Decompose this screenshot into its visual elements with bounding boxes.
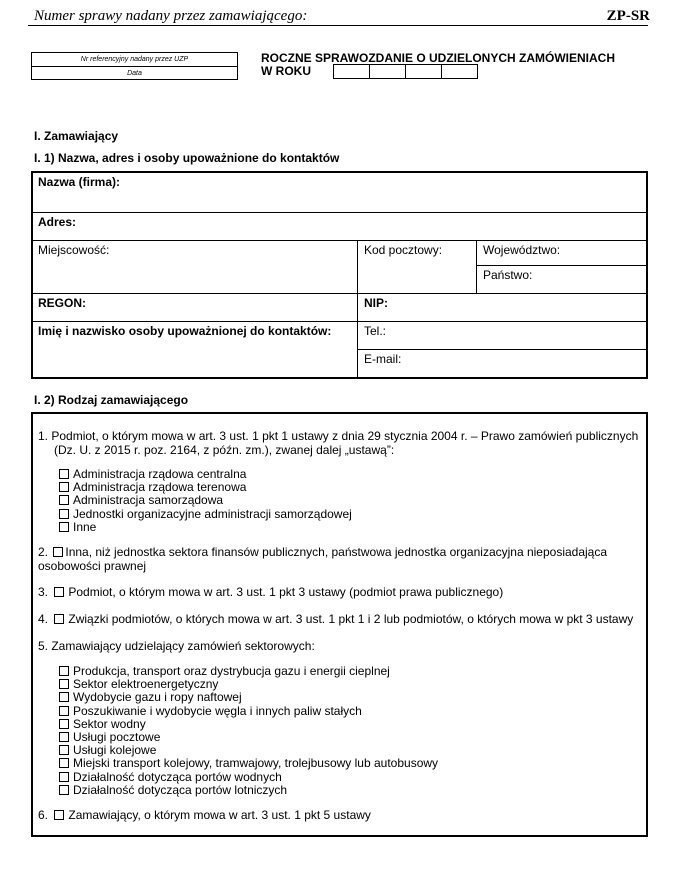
item2-label: Inna, niż jednostka sektora finansów publicznych, państwowa jednostka organizacyjna nieposiadająca	[65, 545, 608, 559]
section-heading: I. Zamawiający	[34, 129, 119, 143]
header-divider	[28, 25, 648, 26]
option-label: Sektor elektroenergetyczny	[73, 677, 219, 692]
checkbox-option[interactable]	[59, 744, 156, 757]
checkbox-option[interactable]	[59, 468, 246, 481]
option-label: Działalność dotycząca portów wodnych	[73, 769, 282, 784]
option-label: Inne	[73, 519, 97, 534]
option-label: Produkcja, transport oraz dystrybucja gazu i energii cieplnej	[73, 664, 390, 678]
checkbox-option[interactable]	[59, 665, 390, 678]
email-field[interactable]: E-mail:	[364, 352, 402, 366]
checkbox-option[interactable]	[59, 508, 352, 521]
row-divider	[31, 293, 648, 294]
option-label: Sektor wodny	[73, 716, 146, 731]
option-checkbox[interactable]	[59, 509, 69, 519]
country-field[interactable]: Państwo:	[483, 268, 533, 282]
option-checkbox[interactable]	[59, 719, 69, 729]
year-digit-box[interactable]	[333, 64, 370, 79]
option-checkbox[interactable]	[59, 692, 69, 702]
item4	[38, 613, 633, 626]
item1-text: 1. Podmiot, o którym mowa w art. 3 ust. 1 pkt 1 ustawy z dnia 29 stycznia 2004 r. – Prawo zamówień publicznych	[38, 429, 639, 443]
option-checkbox[interactable]	[59, 495, 69, 505]
nip-field[interactable]: NIP:	[364, 296, 388, 310]
report-title-line1: ROCZNE SPRAWOZDANIE O UDZIELONYCH ZAMÓWIENIACH	[261, 51, 615, 65]
checkbox-option[interactable]	[59, 784, 287, 797]
form-code: ZP-SR	[606, 8, 650, 24]
item2-checkbox[interactable]	[53, 547, 63, 557]
item2-label-cont: osobowości prawnej	[38, 559, 147, 573]
case-number-label: Numer sprawy nadany przez zamawiającego:	[34, 8, 308, 24]
checkbox-option[interactable]	[59, 731, 160, 744]
province-field[interactable]: Województwo:	[483, 243, 561, 257]
option-label: Administracja samorządowa	[73, 493, 224, 508]
item4-label: Związki podmiotów, o których mowa w art. 3 ust. 1 pkt 1 i 2 lub podmiotów, o których mowa w pkt 3 ustawy	[68, 612, 634, 626]
item1-text-cont: (Dz. U. z 2015 r. poz. 2164, z późn. zm.), zwanej dalej „ustawą”:	[54, 443, 395, 457]
item4-checkbox[interactable]	[54, 614, 64, 624]
item3-checkbox[interactable]	[54, 587, 64, 597]
item6	[38, 809, 371, 822]
option-checkbox[interactable]	[59, 482, 69, 492]
item6-label: Zamawiający, o którym mowa w art. 3 ust. 1 pkt 5 ustawy	[68, 808, 371, 822]
name-field[interactable]: Nazwa (firma):	[38, 175, 121, 189]
ref-number-label: Nr referencyjny nadany przez UZP	[32, 53, 237, 67]
year-digit-box[interactable]	[441, 64, 478, 79]
address-field[interactable]: Adres:	[38, 215, 77, 229]
date-label: Data	[127, 70, 142, 77]
contact-person-field[interactable]: Imię i nazwisko osoby upoważnionej do kontaktów:	[38, 324, 332, 338]
row-divider	[31, 212, 648, 213]
item4-number: 4.	[38, 612, 49, 626]
reference-box	[31, 52, 238, 80]
option-checkbox[interactable]	[59, 785, 69, 795]
item3-label: Podmiot, o którym mowa w art. 3 ust. 1 pkt 3 ustawy (podmiot prawa publicznego)	[68, 585, 504, 599]
regon-field[interactable]: REGON:	[38, 296, 86, 310]
option-checkbox[interactable]	[59, 732, 69, 742]
item3-number: 3.	[38, 585, 49, 599]
option-label: Miejski transport kolejowy, tramwajowy, trolejbusowy lub autobusowy	[73, 756, 439, 771]
option-label: Jednostki organizacyjne administracji samorządowej	[73, 506, 352, 521]
city-field[interactable]: Miejscowość:	[38, 243, 110, 257]
option-label: Wydobycie gazu i ropy naftowej	[73, 690, 242, 705]
checkbox-option[interactable]	[59, 521, 96, 534]
subsection-2-heading: I. 2) Rodzaj zamawiającego	[34, 393, 189, 407]
checkbox-option[interactable]	[59, 691, 242, 704]
contact-table	[31, 171, 648, 379]
option-label: Poszukiwanie i wydobycie węgla i innych paliw stałych	[73, 703, 362, 718]
item5-text: 5. Zamawiający udzielający zamówień sektorowych:	[38, 639, 315, 653]
checkbox-option[interactable]	[59, 771, 282, 784]
checkbox-option[interactable]	[59, 718, 146, 731]
option-checkbox[interactable]	[59, 758, 69, 768]
checkbox-option[interactable]	[59, 494, 223, 507]
option-label: Usługi kolejowe	[73, 743, 157, 758]
option-checkbox[interactable]	[59, 469, 69, 479]
year-input[interactable]	[334, 64, 478, 79]
item6-checkbox[interactable]	[54, 810, 64, 820]
option-checkbox[interactable]	[59, 745, 69, 755]
checkbox-option[interactable]	[59, 757, 438, 770]
col-divider	[357, 240, 358, 379]
tel-field[interactable]: Tel.:	[364, 324, 387, 338]
option-label: Działalność dotycząca portów lotniczych	[73, 782, 288, 797]
report-title-line2: W ROKU	[261, 64, 311, 78]
item3	[38, 586, 503, 599]
item6-number: 6.	[38, 808, 49, 822]
checkbox-option[interactable]	[59, 678, 218, 691]
option-label: Usługi pocztowe	[73, 730, 161, 744]
checkbox-option[interactable]	[59, 481, 246, 494]
option-checkbox[interactable]	[59, 772, 69, 782]
subsection-1-heading: I. 1) Nazwa, adres i osoby upoważnione do kontaktów	[34, 151, 340, 165]
postal-code-field[interactable]: Kod pocztowy:	[364, 243, 443, 257]
option-checkbox[interactable]	[59, 706, 69, 716]
item2	[38, 546, 607, 559]
option-label: Administracja rządowa centralna	[73, 467, 247, 481]
year-digit-box[interactable]	[405, 64, 442, 79]
item2-number: 2.	[38, 545, 49, 559]
option-label: Administracja rządowa terenowa	[73, 480, 247, 495]
col-divider	[476, 240, 477, 293]
option-checkbox[interactable]	[59, 679, 69, 689]
year-digit-box[interactable]	[369, 64, 406, 79]
option-checkbox[interactable]	[59, 666, 69, 676]
option-checkbox[interactable]	[59, 522, 69, 532]
checkbox-option[interactable]	[59, 705, 362, 718]
